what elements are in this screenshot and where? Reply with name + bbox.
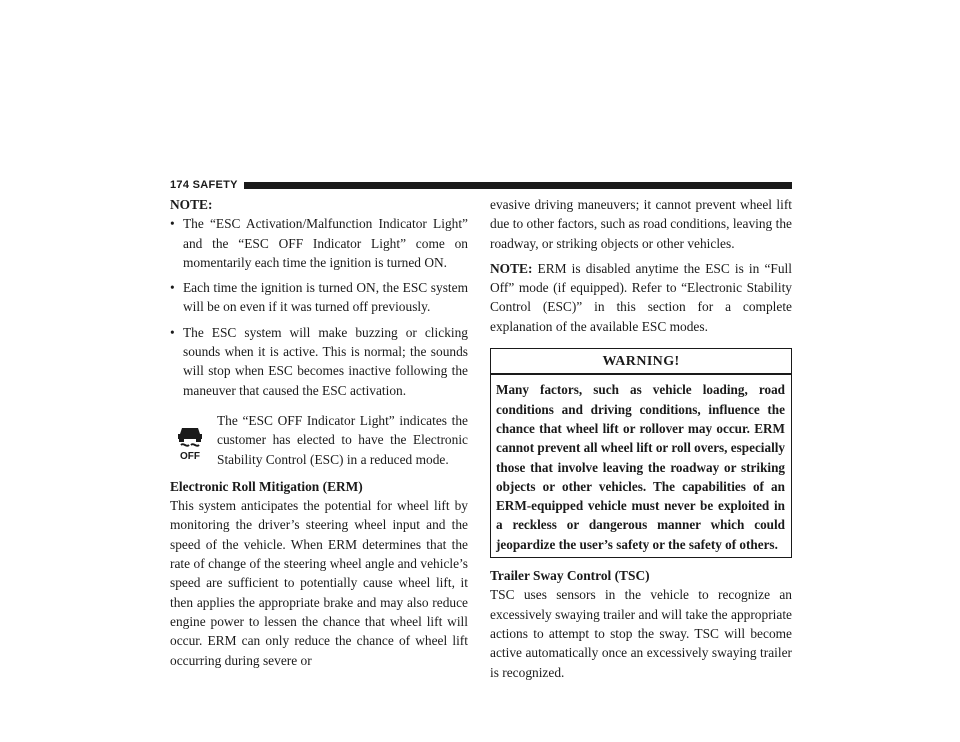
erm-note — [490, 259, 792, 336]
erm-body: This system anticipates the potential for wheel lift by monitoring the driver’s steering wheel input and the speed of the vehicle. When ERM determines that the rate of change of the steering wheel angle and vehicle’s speed are sufficient to potentially cause wheel lift, it then applies the appropriate brake and may also reduce engine power to lessen the chance that wheel lift will occur. ERM can only reduce the chance of wheel lift occurring during severe or — [170, 498, 468, 668]
page-header — [170, 178, 792, 192]
bullet-text: The “ESC Activation/Malfunction Indicator Light” and the “ESC OFF Indicator Light” come on momentarily each time the ignition is turned ON. — [183, 216, 468, 270]
note-label: NOTE: — [170, 197, 213, 212]
bullet-item — [170, 323, 468, 400]
bullet-item — [170, 214, 468, 272]
bullet-text: Each time the ignition is turned ON, the ESC system will be on even if it was turned off previously. — [183, 280, 468, 315]
bullet-text: The ESC system will make buzzing or clicking sounds when it is active. This is normal; the sounds will stop when ESC becomes inactive following the maneuver that caused the ESC activation. — [183, 324, 468, 398]
indicator-text: The “ESC OFF Indicator Light” indicates the customer has elected to have the Electronic Stability Control (ESC) in a reduced mode. — [217, 412, 468, 467]
note-text: ERM is disabled anytime the ESC is in “Full Off” mode (if equipped). Refer to “Electronic Stability Control (ESC)” in this section for a complete explanation of the available ESC modes. — [490, 260, 792, 334]
erm-continued: evasive driving maneuvers; it cannot prevent wheel lift due to other factors, such as road conditions, leaving the roadway, or striking objects or other vehicles. — [490, 197, 792, 251]
esc-off-icon — [173, 425, 207, 461]
bullet-item — [170, 278, 468, 317]
warning-title: WARNING! — [602, 354, 680, 370]
note-label: NOTE: — [490, 260, 533, 276]
warning-box — [490, 348, 792, 558]
warning-body: Many factors, such as vehicle loading, road conditions and driving conditions, influence the chance that wheel lift or rollover may occur. ERM cannot prevent all wheel lift or roll overs, especially those that involve leaving the roadway or striking objects or other vehicles. The capabilities of an ERM-equipped vehicle must never be exploited in a reckless or dangerous manner which could jeopardize the user’s safety or the safety of others. — [496, 382, 785, 552]
icon-off-text: OFF — [180, 450, 200, 461]
bullet-symbol: • — [170, 280, 175, 296]
page-number-section: 174 SAFETY — [170, 179, 238, 191]
bullet-symbol: • — [170, 216, 175, 232]
left-column — [170, 195, 468, 670]
header-rule — [244, 182, 792, 189]
right-column — [490, 195, 792, 682]
tsc-body: TSC uses sensors in the vehicle to recognize an excessively swaying trailer and will take the appropriate actions to attempt to stop the sway. TSC will become active automatically once an excessively swaying trailer is recognized. — [490, 587, 792, 680]
tsc-heading: Trailer Sway Control (TSC) — [490, 568, 650, 584]
erm-heading: Electronic Roll Mitigation (ERM) — [170, 478, 363, 494]
bullet-symbol: • — [170, 324, 175, 340]
esc-off-indicator-block — [170, 411, 468, 469]
